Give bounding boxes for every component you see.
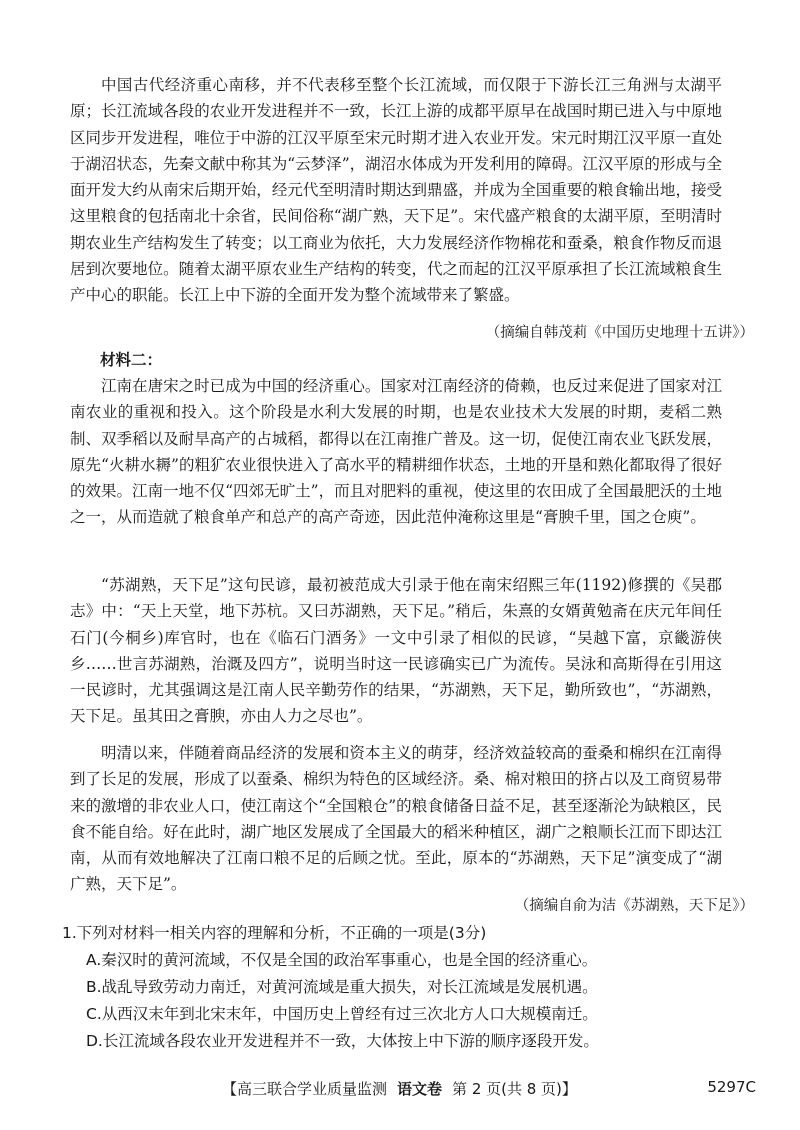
question-1-option-a: A.秦汉时的黄河流域，不仅是全国的政治军事重心，也是全国的经济重心。 (86, 951, 598, 969)
material1-paragraph: 中国古代经济重心南移，并不代表移至整个长江流域，而仅限于下游长江三角洲与太湖平原；长江流域各段的农业开发进程并不一致，长江上游的成都平原早在战国时期已进入与中原地区同步开发进程，唯位于中游的江汉平原至宋元时期才进入农业开发。宋元时期江汉平原一直处于湖沼状态，先秦文献中称其为“云梦泽”，湖沼水体成为开发利用的障碍。江汉平原的形成与全面开发大约从南宋后期开始，经元代至明清时期达到鼎盛，并成为全国重要的粮食输出地，接受这里粮食的包括南北十余省，民间俗称“湖广熟，天下足”。宋代盛产粮食的太湖平原，至明清时期农业生产结构发生了转变；以工商业为依托，大力发展经济作物棉花和蚕桑，粮食作物反而退居到次要地位。随着太湖平原农业生产结构的转变，代之而起的江汉平原承担了长江流域粮食生产中心的职能。长江上中下游的全面开发为整个流域带来了繁盛。 (70, 76, 722, 305)
footer-left-bracket: 【 (222, 1080, 238, 1098)
material2-paragraph-2: “苏湖熟，天下足”这句民谚，最初被范成大引录于他在南宋绍熙三年(1192)修撰的《吴郡志》中：“天上天堂，地下苏杭。又曰苏湖熟，天下足。”稍后，朱熹的女婿黄勉斋在庆元年间任石门(今桐乡)库官时，也在《临石门酒务》一文中引录了相似的民谚，“吴越下富，京畿游侠乡……世言苏湖熟，治溉及四方”，说明当时这一民谚确实已广为流传。吴泳和高斯得在引用这一民谚时，尤其强调这是江南人民辛勤劳作的结果，“苏湖熟，天下足，勤所致也”，“苏湖熟，天下足。虽其田之膏腴，亦由人力之尽也”。 (70, 576, 722, 726)
footer-page-info: 第 2 页(共 8 页) (452, 1080, 562, 1098)
question-1-option-b: B.战乱导致劳动力南迁，对黄河流域是重大损失，对长江流域是发展机遇。 (86, 978, 598, 996)
question-1-stem: 1.下列对材料一相关内容的理解和分析，不正确的一项是(3分) (62, 924, 487, 942)
material2-paragraph-3: 明清以来，伴随着商品经济的发展和资本主义的萌芽，经济效益较高的蚕桑和棉织在江南得到了长足的发展，形成了以蚕桑、棉织为特色的区域经济。桑、棉对粮田的挤占以及工商贸易带来的激增的非农业人口，使江南这个“全国粮仓”的粮食储备日益不足，甚至逐渐沦为缺粮区，民食不能自给。好在此时，湖广地区发展成了全国最大的稻米种植区，湖广之粮顺长江而下即达江南，从而有效地解决了江南口粮不足的后顾之忧。至此，原本的“苏湖熟，天下足”演变成了“湖广熟，天下足”。 (70, 744, 722, 894)
footer-exam-code: 5297C (707, 1078, 756, 1096)
material2-source: （摘编自俞为洁《苏湖熟，天下足》） (514, 898, 754, 914)
footer-exam-name: 高三联合学业质量监测 (237, 1080, 388, 1098)
material2-paragraph-1: 江南在唐宋之时已成为中国的经济重心。国家对江南经济的倚赖，也反过来促进了国家对江南农业的重视和投入。这个阶段是水利大发展的时期，也是农业技术大发展的时期，麦稻二熟制、双季稻以及耐旱高产的占城稻，都得以在江南推广普及。这一切，促使江南农业飞跃发展，原先“火耕水耨”的粗犷农业很快进入了高水平的精耕细作状态，土地的开垦和熟化都取得了很好的效果。江南一地不仅“四郊无旷土”，而且对肥料的重视，使这里的农田成了全国最肥沃的土地之一，从而造就了粮食单产和总产的高产奇迹，因此范仲淹称这里是“膏腴千里，国之仓庾”。 (70, 377, 722, 527)
material2-heading: 材料二： (100, 351, 163, 369)
footer-exam-info (222, 1078, 577, 1099)
footer-subject: 语文卷 (397, 1080, 443, 1098)
material1-source: （摘编自韩茂莉《中国历史地理十五讲》） (485, 325, 754, 341)
page-footer (0, 1078, 800, 1104)
question-1-option-d: D.长江流域各段农业开发进程并不一致，大体按上中下游的顺序逐段开发。 (86, 1032, 599, 1050)
footer-right-bracket: 】 (561, 1080, 577, 1098)
question-1-option-c: C.从西汉末年到北宋末年，中国历史上曾经有过三次北方人口大规模南迁。 (86, 1005, 598, 1023)
